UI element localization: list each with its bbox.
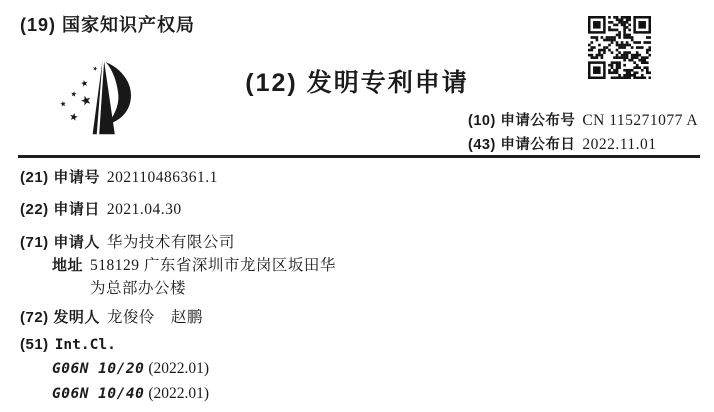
publication-number-line [468, 109, 698, 133]
ipc-code: G06N 10/40 [52, 386, 145, 402]
address-value-line1: 518129 广东省深圳市龙岗区坂田华 [90, 257, 336, 274]
int-cl-row [20, 336, 116, 353]
int-cl-name: Int.Cl. [54, 337, 116, 353]
address-row [52, 253, 336, 275]
application-number-row [20, 166, 218, 187]
qr-code [588, 16, 651, 79]
ipc-version: (2022.01) [148, 360, 210, 377]
publication-date-line [468, 133, 698, 157]
inventors-value: 龙俊伶 赵鹏 [106, 309, 203, 326]
applicant-row [20, 230, 235, 252]
application-date-row [20, 198, 182, 219]
publication-date-label: (43) 申请公布日 [468, 137, 576, 153]
document-type-title: (12) 发明专利申请 [245, 69, 469, 97]
header-divider [18, 155, 700, 158]
applicant-label: (71) 申请人 [20, 234, 100, 251]
publication-number-label: (10) 申请公布号 [468, 113, 576, 129]
office-name: (19) 国家知识产权局 [20, 15, 196, 35]
ipc-entry [52, 385, 209, 403]
ipc-version: (2022.01) [148, 385, 210, 402]
address-label: 地址 [52, 257, 84, 274]
int-cl-prefix: (51) [20, 336, 49, 353]
address-value-line2: 为总部办公楼 [90, 280, 187, 297]
publication-date-value: 2022.11.01 [582, 136, 657, 153]
publication-number-value: CN 115271077 A [582, 112, 699, 129]
application-date-value: 2021.04.30 [106, 201, 182, 218]
inventors-row [20, 305, 203, 327]
application-number-value: 202110486361.1 [106, 169, 218, 186]
ipc-entry [52, 360, 209, 378]
application-number-label: (21) 申请号 [20, 169, 100, 186]
ipc-code: G06N 10/20 [52, 361, 145, 377]
inventors-label: (72) 发明人 [20, 309, 100, 326]
application-date-label: (22) 申请日 [20, 201, 100, 218]
publication-info [468, 109, 698, 157]
applicant-value: 华为技术有限公司 [106, 234, 235, 251]
